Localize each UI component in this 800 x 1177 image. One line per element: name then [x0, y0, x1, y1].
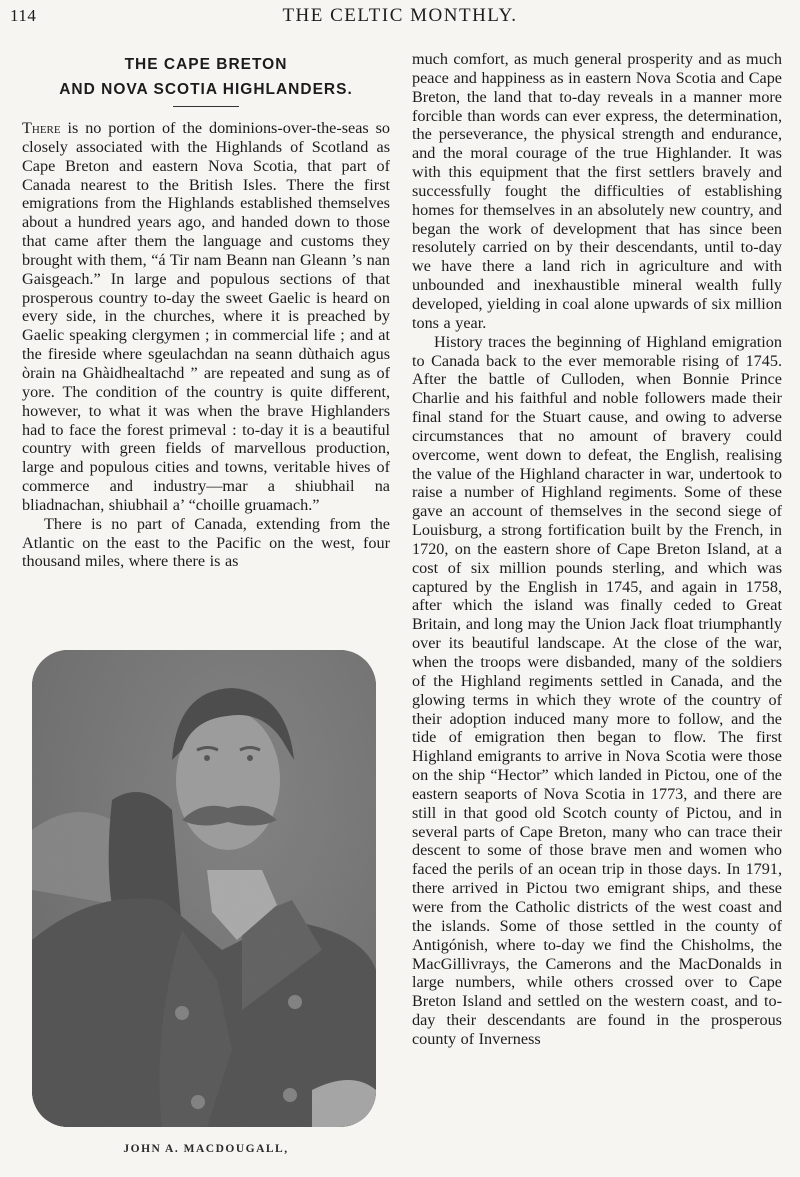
title-line-2: AND NOVA SCOTIA HIGHLANDERS.: [59, 81, 353, 98]
title-divider: [173, 106, 239, 107]
photo-caption: JOHN A. MACDOUGALL,: [123, 1143, 289, 1155]
running-head: THE CELTIC MONTHLY.: [282, 5, 518, 26]
article-title: [22, 52, 390, 102]
drop-word: There: [22, 119, 61, 137]
page-number: 114: [10, 6, 37, 25]
right-column: [412, 50, 782, 1049]
paragraph-1-text: is no portion of the dominions-over-the-seas so closely associated with the Highlands of Scotland as Cape Breton and eastern Nova Scotia, that part of Canada nearest to the British Isles. There the first emigrations from the Highlands established themselves about a hundred years ago, and handed down to those that came after them the language and customs they brought with them, “á Tir nam Beann nan Gleann ’s nan Gaisgeach.” In large and populous sections of that prosperous country to-day the sweet Gaelic is heard on every side, in the churches, where it is preached by Gaelic speaking clergymen ; in commercial life ; and at the fireside where sgeulachdan na seann dùthaich agus òrain na Ghàidhealtachd ” are repeated and sung as of yore. The condition of the country is quite different, however, to what it was when the brave Highlanders had to face the forest primeval : to-day it is a beautiful country with green fields of marvellous production, large and populous cities and towns, veritable hives of commerce and industry—mar a shiubhail na bliadnachan, shiubhail a’ “choille gruamach.”: [22, 119, 390, 514]
paragraph-3: much comfort, as much general prosperity and as much peace and happiness as in eastern Nova Scotia and Cape Breton, the land that to-day reveals in a manner more forcible than words can ever express, the determination, the perseverance, the physical strength and endurance, and the moral courage of the true Highlander. It was with this equipment that the first settlers bravely and successfully fought the difficulties of establishing homes for themselves in an absolutely new country, and began the work of development that has since been resolutely carried on by their descendants, until to-day we have there a land rich in agriculture and with unbounded and inexhaustible mineral wealth fully developed, yielding in coal alone upwards of six million tons a year.: [412, 50, 782, 332]
paragraph-1: [22, 119, 390, 515]
left-column: [22, 50, 390, 571]
paragraph-2: There is no part of Canada, extending from the Atlantic on the east to the Pacific on the west, four thousand miles, where there is as: [22, 514, 390, 571]
paragraph-4: History traces the beginning of Highland emigration to Canada back to the ever memorable rising of 1745. After the battle of Culloden, when Bonnie Prince Charlie and his faithful and noble followers made their final stand for the Stuart cause, and owing to adverse circumstances that no amount of bravery could overcome, went down to defeat, the English, realising the value of the Highland character in war, undertook to raise a number of Highland regiments. Some of these gave an account of themselves in the second siege of Louisburg, a strong fortification built by the French, in 1720, on the eastern shore of Cape Breton Island, at a cost of six million pounds sterling, and which was captured by the English in 1745, and again in 1758, after which the island was finally ceded to Great Britain, and long may the Union Jack float triumphantly over its beautiful landscape. At the close of the war, when the troops were disbanded, many of the soldiers of the Highland regiments settled in Canada, and the glowing terms in which they wrote of the country of their adoption induced many more to follow, and the tide of emigration then began to flow. The first Highland emigrants to arrive in Nova Scotia were those on the ship “Hector” which landed in Pictou, one of the eastern seaports of Nova Scotia in 1773, and there are still in that good old Scotch county of Pictou, and in several parts of Cape Breton, many who can trace their descent to some of those brave men and women who faced the perils of an ocean trip in those days. In 1791, there arrived in Pictou two emigrant ships, and these were from the Catholic districts of the west coast and the islands. Some of those settled in the county of Antigónish, where to-day we find the Chisholms, the MacGillivrays, the Camerons and the MacDonalds in large numbers, while others crossed over to Cape Breton Island and settled on the western coast, and to-day their descendants are found in the prosperous county of Inverness: [412, 332, 782, 1048]
title-line-1: THE CAPE BRETON: [124, 56, 288, 73]
portrait-illustration: [32, 650, 376, 1127]
portrait-photo: [32, 650, 376, 1127]
